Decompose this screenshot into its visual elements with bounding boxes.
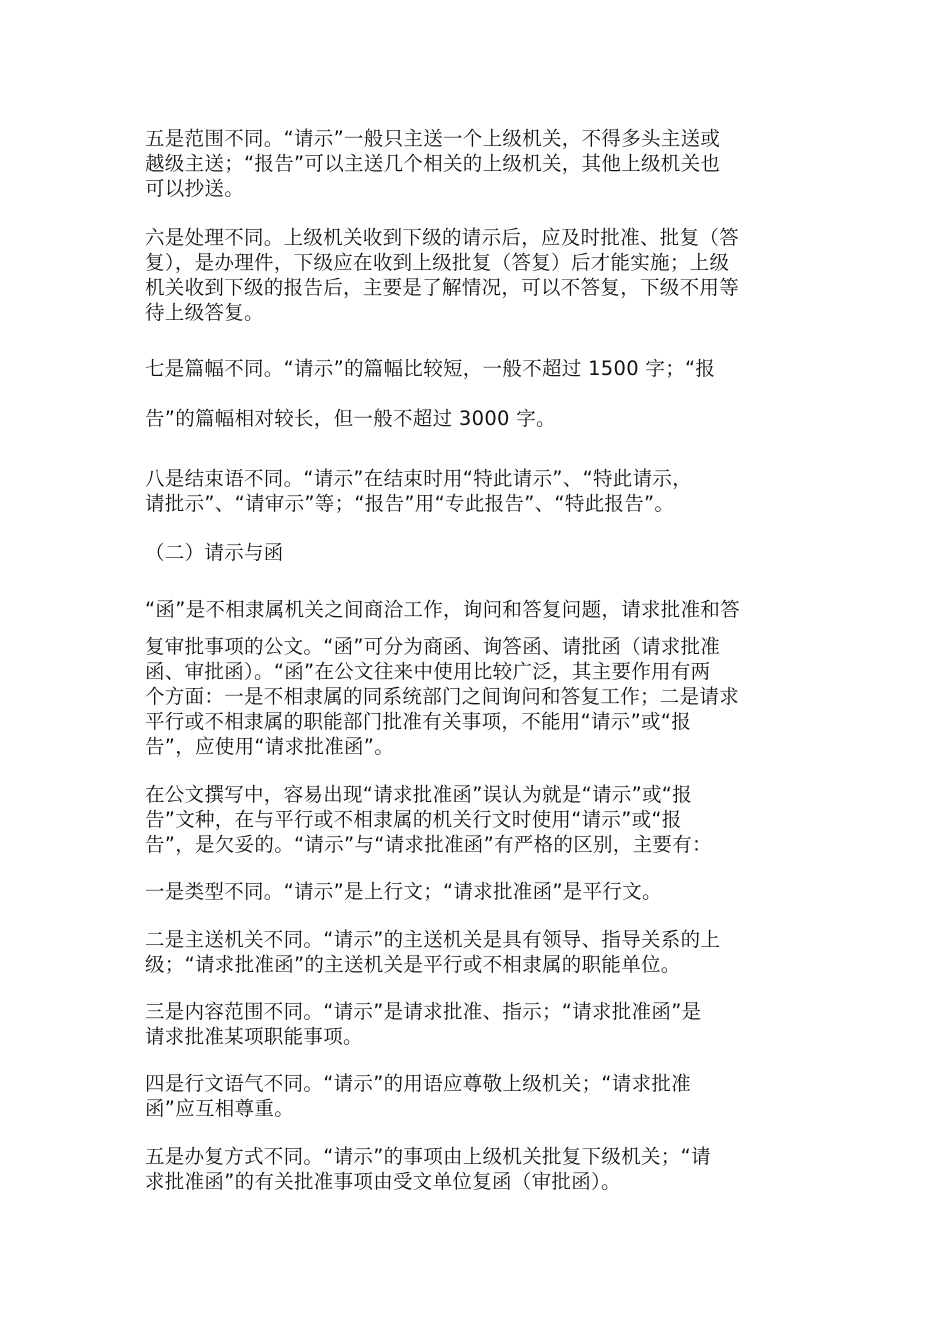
text-line: “函”是不相隶属机关之间商洽工作，询问和答复问题，请求批准和答 [145, 598, 741, 621]
text-line: 级；“请求批准函”的主送机关是平行或不相隶属的职能单位。 [145, 953, 681, 976]
text-line: 八是结束语不同。“请示”在结束时用“特此请示”、“特此请示， [145, 467, 693, 490]
section-heading [145, 540, 805, 565]
heading-text: （二）请示与函 [145, 541, 284, 564]
text-line: 告”的篇幅相对较长，但一般不超过 3000 字。 [145, 407, 556, 430]
text-line: 函”应互相尊重。 [145, 1097, 295, 1120]
text-line: 请求批准某项职能事项。 [145, 1025, 363, 1048]
text-line: 复审批事项的公文。“函”可分为商函、询答函、请批函（请求批准 [145, 635, 721, 658]
text-line: 在公文撰写中，容易出现“请求批准函”误认为就是“请示”或“报 [145, 783, 693, 806]
text-line: 一是类型不同。“请示”是上行文；“请求批准函”是平行文。 [145, 880, 662, 903]
text-line: 六是处理不同。上级机关收到下级的请示后，应及时批准、批复（答 [145, 226, 740, 249]
paragraph-content [145, 999, 805, 1049]
text-line: 函、审批函）。“函”在公文往来中使用比较广泛，其主要作用有两 [145, 660, 711, 683]
paragraph-letter-line1 [145, 597, 805, 622]
text-line: 四是行文语气不同。“请示”的用语应尊敬上级机关；“请求批准 [145, 1072, 692, 1095]
paragraph-closing [145, 466, 805, 516]
paragraph-scope [145, 126, 805, 201]
text-line: 可以抄送。 [145, 177, 245, 200]
paragraph-handling [145, 225, 805, 325]
paragraph-distinction [145, 782, 805, 857]
text-line: 三是内容范围不同。“请示”是请求批准、指示；“请求批准函”是 [145, 1000, 702, 1023]
text-line: 机关收到下级的报告后，主要是了解情况，可以不答复，下级不用等 [145, 276, 740, 299]
text-line: 待上级答复。 [145, 301, 264, 324]
text-line: 告”，应使用“请求批准函”。 [145, 735, 395, 758]
text-line: 告”，是欠妥的。“请示”与“请求批准函”有严格的区别，主要有： [145, 833, 712, 856]
paragraph-reply-method [145, 1144, 805, 1194]
paragraph-length-line2 [145, 406, 805, 431]
paragraph-tone [145, 1071, 805, 1121]
text-line: 请批示”、“请审示”等；“报告”用“专此报告”、“特此报告”。 [145, 492, 675, 515]
text-line: 七是篇幅不同。“请示”的篇幅比较短，一般不超过 1500 字；“报 [145, 357, 716, 380]
text-line: 告”文种，在与平行或不相隶属的机关行文时使用“请示”或“报 [145, 808, 682, 831]
text-line: 平行或不相隶属的职能部门批准有关事项，不能用“请示”或“报 [145, 710, 692, 733]
text-line: 五是范围不同。“请示”一般只主送一个上级机关，不得多头主送或 [145, 127, 721, 150]
paragraph-letter [145, 634, 805, 759]
text-line: 复），是办理件，下级应在收到上级批复（答复）后才能实施；上级 [145, 251, 730, 274]
paragraph-recipient [145, 927, 805, 977]
paragraph-type [145, 879, 805, 904]
text-line: 五是办复方式不同。“请示”的事项由上级机关批复下级机关；“请 [145, 1145, 711, 1168]
text-line: 二是主送机关不同。“请示”的主送机关是具有领导、指导关系的上 [145, 928, 721, 951]
text-line: 个方面：一是不相隶属的同系统部门之间询问和答复工作；二是请求 [145, 685, 740, 708]
text-line: 越级主送；“报告”可以主送几个相关的上级机关，其他上级机关也 [145, 152, 721, 175]
text-line: 求批准函”的有关批准事项由受文单位复函（审批函）。 [145, 1170, 621, 1193]
paragraph-length-line1 [145, 356, 805, 381]
